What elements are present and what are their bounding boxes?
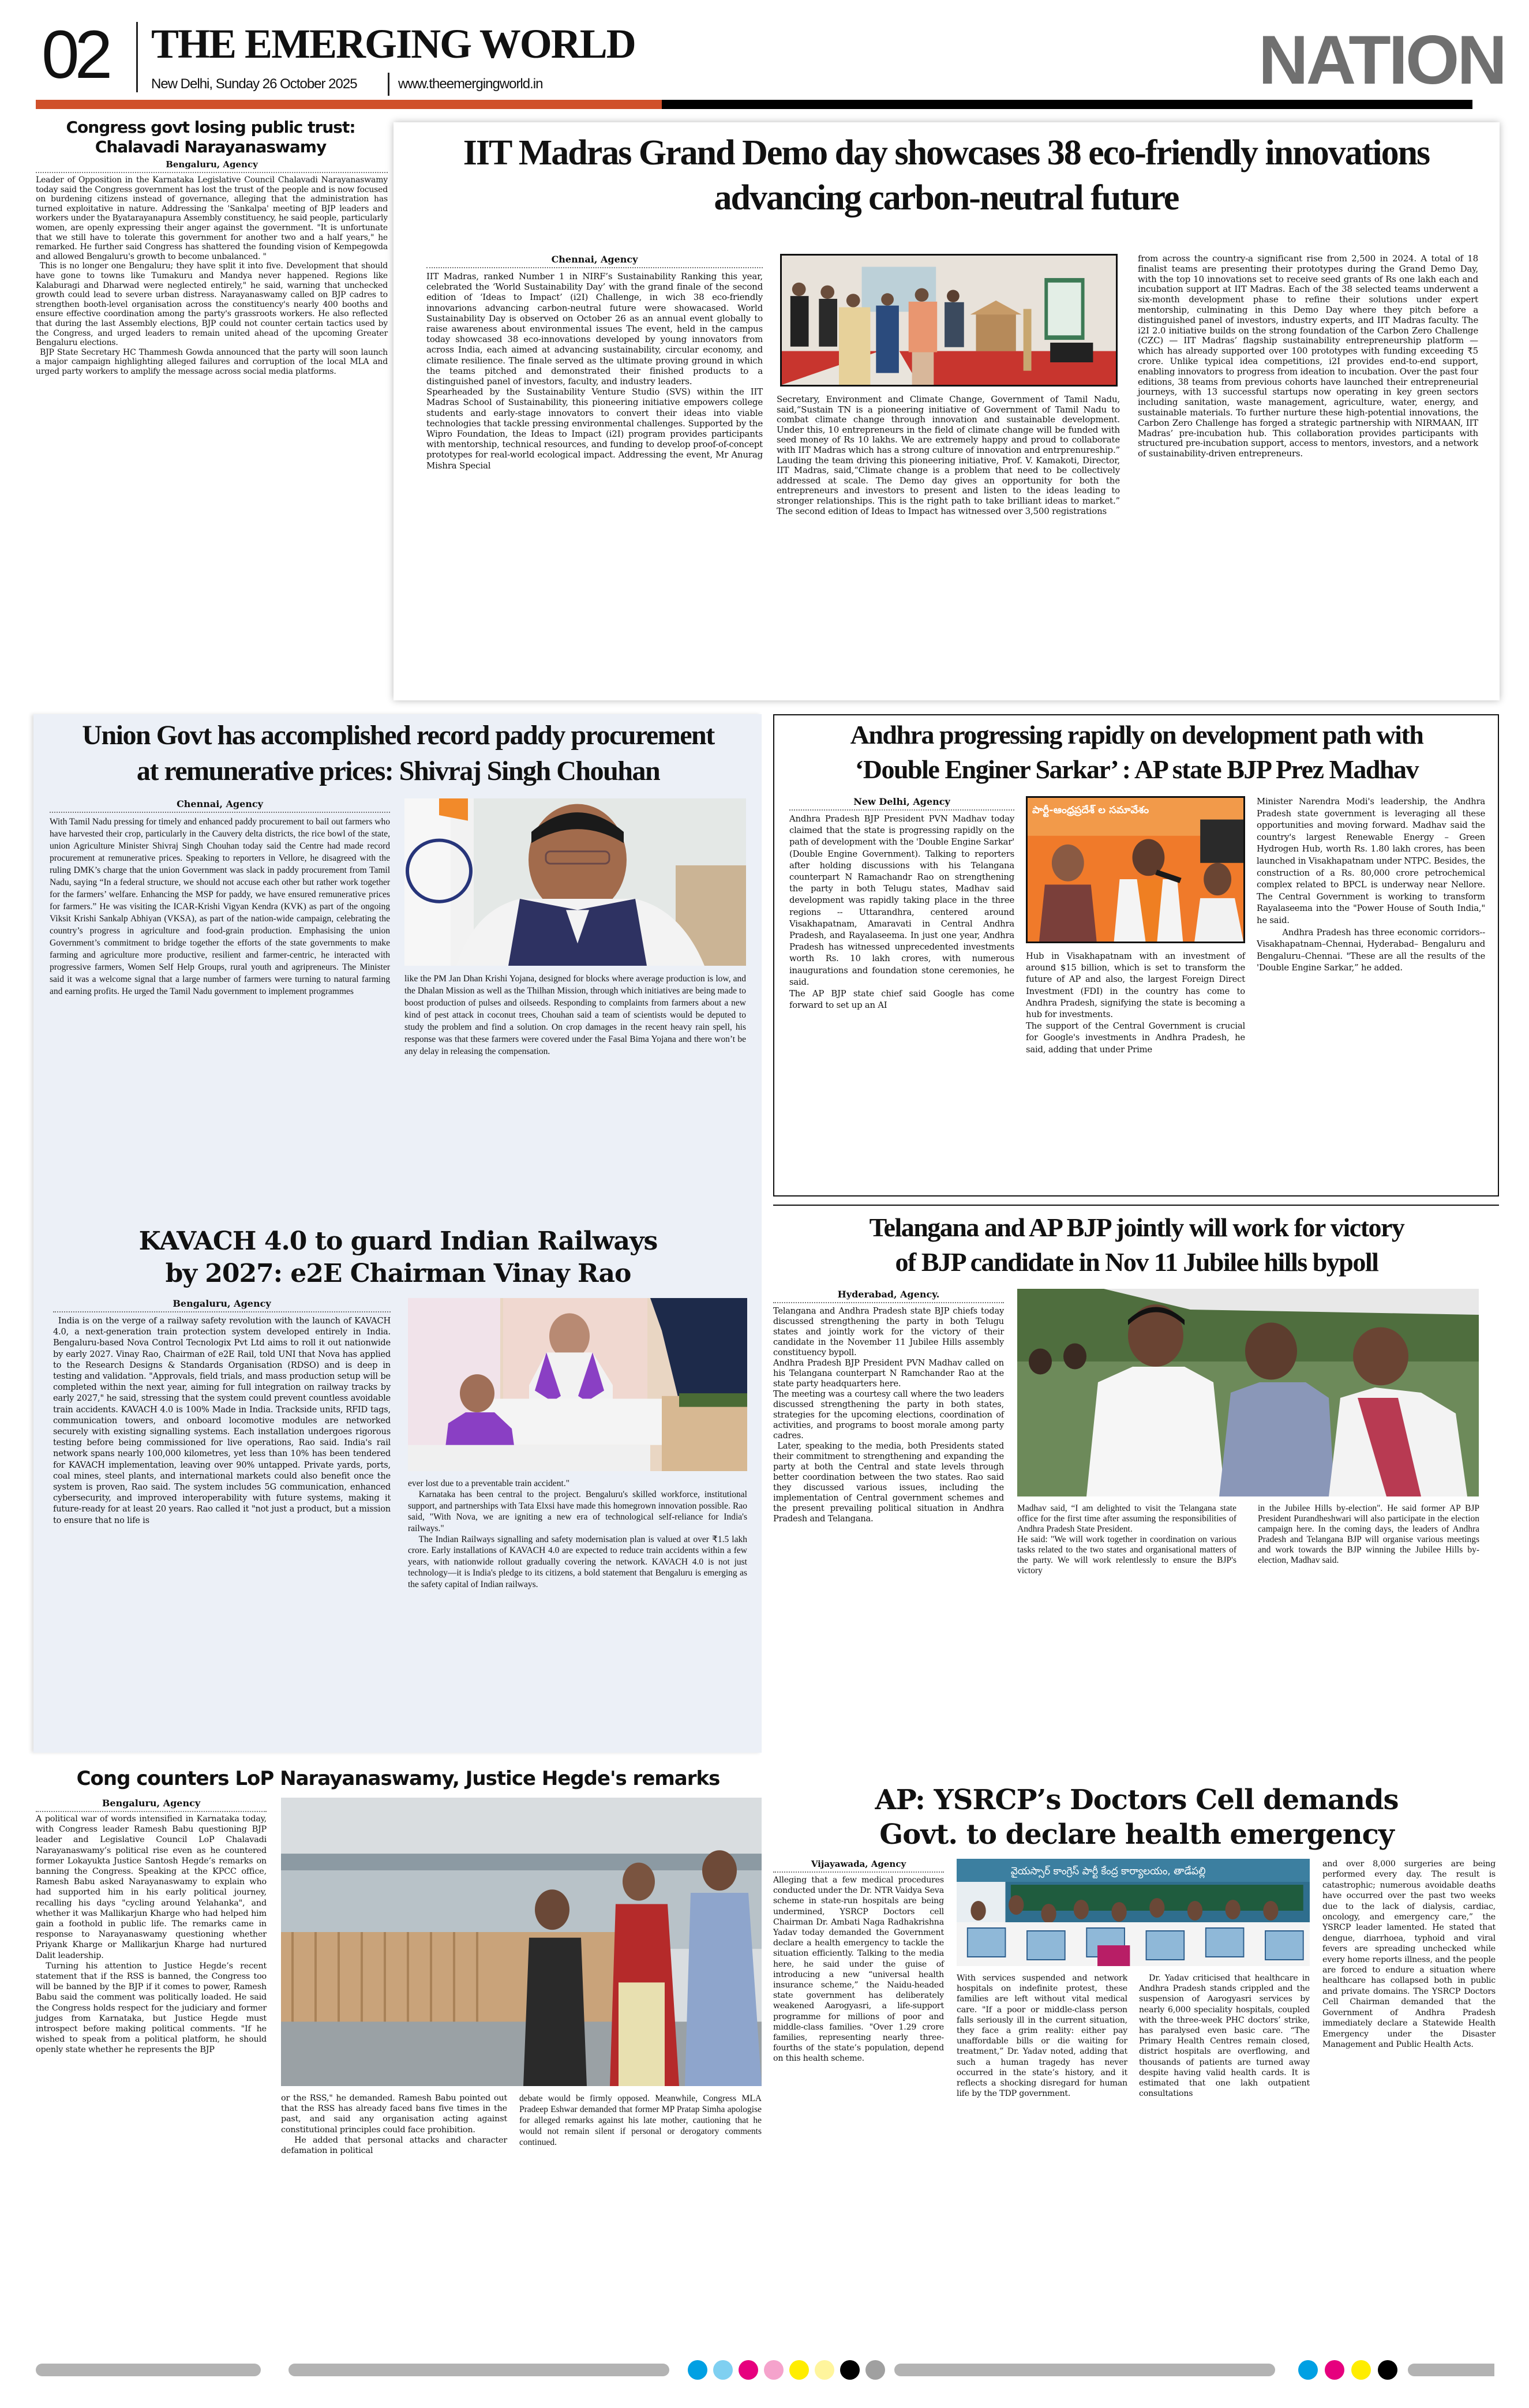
paragraph: BJP State Secretary HC Thammesh Gowda announced that the party will soon launch a major campaign highlighting alleged failures and corruption of the local MLA and urged party workers to amplify the message across social media platforms.: [36, 347, 388, 376]
paragraph: The meeting was a courtesy call where the two leaders discussed strengthening the party in both states, strategies for the upcoming elections, coordination of activities, and programs to boost morale among party cadres.: [773, 1389, 1004, 1441]
registration-dot-light-cyan: [713, 2360, 733, 2380]
article-column: [36, 1814, 267, 2056]
photo-banner-text: వైయస్సార్ కాంగ్రెస్ పార్టీ కేంద్ర కార్యాలయం, తాడేపల్లి: [1010, 1865, 1206, 1878]
registration-dot-cyan: [1298, 2360, 1318, 2380]
masthead-divider: [136, 22, 138, 92]
news-photo-lakeside-visit[interactable]: [281, 1798, 762, 2086]
paragraph: Leader of Opposition in the Karnataka Legislative Council Chalavadi Narayanaswamy today said the Congress government has lost the trust of the people and is now focused on burdening citizens instead of governance, alleging that the administration has turned exploitative in nature. Addressing the 'Sankalpa' meeting of BJP leaders and workers under the Byatarayanapura Assembly constituency, he said people, particularly women, are openly expressing their anger against the government. "It is unfortunate that we still have to tolerate this government for another two and a half years," he remarked. He further said Congress has shattered the founding vision of Kempegowda and allowed Bengaluru's growth to become unbalanced. ": [36, 175, 388, 261]
registration-dot-black: [1378, 2360, 1397, 2380]
paragraph: Karnataka has been central to the project. Bengaluru's skilled workforce, institutional support, and partnerships with Tata Elxsi have made this homegrown innovation possible. Rao said, "With Nova, we are igniting a new era of technological self-reliance for India's railways.": [408, 1490, 747, 1533]
registration-dot-cyan: [688, 2360, 707, 2380]
article-column: With services suspended and network hospitals on indefinite protest, these families are left without vital medical care. "If a poor or middle-class person falls seriously ill in the current situation, they face a grim reality: either pay unaffordable bills or die waiting for treatment,” Dr. Yadav noted, adding that such a human tragedy has never occurred in the state’s history, and it reflects a shocking disregard for human life by the TDP government.: [957, 1974, 1127, 2099]
article-column: debate would be firmly opposed. Meanwhile, Congress MLA Pradeep Eshwar demanded that former MP Pratap Simha apologise for alleged remarks against his late mother, cautioning that he would not remain silent if personal or derogatory comments continued.: [519, 2094, 762, 2147]
page-number: 02: [42, 17, 108, 93]
registration-dot-gray: [865, 2360, 885, 2380]
news-photo-demo-day-exhibition[interactable]: [780, 254, 1118, 387]
masthead-separator: [388, 73, 389, 96]
article-column: [408, 1478, 747, 1590]
article-column: Secretary, Environment and Climate Change, Government of Tamil Nadu, said,“Sustain TN is a pioneering initiative of Government of Tamil Nadu to combat climate change through innovation and sustainable development. Under this, 10 entrepreneurs in the field of climate change will be funded with seed money of Rs 10 lakhs. We are extremely happy and proud to collaborate with IIT Madras which has a strong culture of innovation and entrprenureship.” Lauding the team driving this pioneering initiative, Prof. V. Kamakoti, Director, IIT Madras, said,“Climate change is a problem that need to be collectively addressed at scale. The Demo day gives an opportunity for both the entrepreneurs and investors to present and listen to the ideas leading to stronger relationships. This is the right path to take brilliant ideas to market.” The second edition of Ideas to Impact has witnessed over 3,500 registrations: [777, 394, 1120, 516]
article-column: India is on the verge of a railway safety revolution with the launch of KAVACH 4.0, a next-generation train protection system developed entirely in India. Bengaluru-based Nova Control Tecnologix Pvt Ltd aims to roll it out nationwide by early 2027. Vinay Rao, Chairman of e2E Rail, told UNI that Nova has applied to the Research Designs & Standards Organisation (RDSO) and is deep in testing and validation. "Approvals, field trials, and mass production setup will be completed within the next year, aiming for full integration on railway tracks by early 2027," he said, stressing that the system could prevent countless avoidable train accidents. KAVACH 4.0 is 100% Made in India. Trackside units, RFID tags, communication towers, and onboard locomotive modules are networked securely with existing signalling systems. Each installation undergoes rigorous testing before being commissioned for live operations, Rao said. India's rail network spans nearly 100,000 kilometres, yet less than 10% has been tendered for KAVACH implementation, leaving over 90% untapped. Private yards, ports, coal mines, steel plants, and international markets could also benefit once the system is proven, Rao said. The system includes 5G communication, enhanced cybersecurity, and improved interoperability with future systems, making it future-ready for at least 20 years. Rao called it "not just a product, but a mission to ensure that no life is: [53, 1316, 391, 1525]
website-link[interactable]: www.theemergingworld.in: [398, 76, 543, 92]
article-column: in the Jubilee Hills by-election". He said former AP BJP President Purandheshwari will also participate in the election campaign here. In the coming days, the leaders of Andhra Pradesh and Telangana BJP will organise various meetings and work towards the BJP winning the Jubilee Hills by-election, Madhav said.: [1258, 1503, 1479, 1565]
news-photo-bjp-leaders[interactable]: [1017, 1289, 1479, 1496]
article-dateline: Bengaluru, Agency: [53, 1298, 391, 1312]
registration-dot-light-yellow: [815, 2360, 834, 2380]
registration-bar: [1408, 2364, 1494, 2376]
registration-bar: [36, 2364, 261, 2376]
headline-line: AP: YSRCP’s Doctors Cell demands: [875, 1784, 1399, 1816]
paragraph: Hub in Visakhapatnam with an investment of around $15 billion, which is set to transform the future of AP and also, the largest Foreign Direct Investment (FDI) in the country has come to Andhra Pradesh, signifying the state is becoming a hub for investments.: [1026, 951, 1245, 1020]
registration-dot-magenta: [1325, 2360, 1344, 2380]
paragraph: This is no longer one Bengaluru; they have split it into five. Development that should have gone to towns like Tumakuru and Mandya never happened. Regions like Kalaburagi and Dharwad were neglected entirely," he said, warning that unchecked growth could lead to severe urban distress. Narayanaswamy called on BJP cadres to strengthen booth-level organisation across the constituency's nearly 400 booths and ensure effective coordination among the party's grassroots workers. He also reflected that during the last Assembly elections, BJP could not counter certain tactics used by the Congress, and urged leaders to remain united ahead of the upcoming Greater Bengaluru elections.: [36, 261, 388, 348]
photo-illustration: [281, 1798, 762, 2086]
headline-line: at remunerative prices: Shivraj Singh Chouhan: [136, 756, 660, 786]
paragraph: The AP BJP state chief said Google has come forward to set up an AI: [789, 989, 1014, 1011]
section-name: NATION: [1258, 21, 1505, 99]
headline-line: ‘Double Enginer Sarkar’ : AP state BJP Prez Madhav: [855, 755, 1419, 784]
headline-line: Govt. to declare health emergency: [879, 1818, 1394, 1851]
article-dateline: Chennai, Agency: [50, 798, 390, 813]
news-photo-kavach-event[interactable]: [408, 1298, 747, 1471]
registration-dot-light-magenta: [764, 2360, 784, 2380]
article-dateline: Hyderabad, Agency.: [773, 1289, 1004, 1303]
paragraph: Spearheaded by the Sustainability Venture Studio (SVS) within the IIT Madras School of Sustainability, this pioneering initiative empowers college students and early-stage innovators to convert their ideas into viable technologies that tackle pressing environmental challenges. Supported by the Wipro Foundation, the Ideas to Impact (i2I) program provides participants with mentorship, technical resources, and funding to develop proof-of-concept prototypes for real-world ecological impact. Addressing the event, Mr Anurag Mishra Special: [426, 387, 763, 471]
article-column: [1017, 1503, 1236, 1576]
article-column: [773, 1306, 1004, 1524]
paragraph: or the RSS," he demanded. Ramesh Babu pointed out that the RSS has already faced bans five times in the past, and said any organisation acting against constitutional principles could face prohibition.: [281, 2094, 507, 2135]
photo-banner-text: పార్టీ-ఆంధ్రప్రదేశ్ ల సమావేశం: [1032, 804, 1149, 816]
paragraph: Andhra Pradesh BJP President PVN Madhav today claimed that the state is progressing rapidly on the path of development with the 'Double Engine Sarkar' (Double Engine Government). Talking to reporters after holding discussions with his Telangana counterpart N Ramachandr Rao on strengthening the party in both Telugu states, Madhav said development was rapidly taking place in the three regions -- Uttarandhra, centered around Visakhapatnam, Amaravati in Central Andhra Pradesh, and Rayalaseema. In just one year, Andhra Pradesh has witnessed unprecedented investments worth Rs. 10 lakh crores, with numerous inaugurations and foundation stone ceremonies, he said.: [789, 814, 1014, 987]
headline[interactable]: [776, 1210, 1497, 1280]
news-photo-shivraj-chouhan[interactable]: [404, 798, 746, 966]
headline-line: Andhra progressing rapidly on development path with: [850, 720, 1423, 749]
headline-line: by 2027: e2E Chairman Vinay Rao: [165, 1259, 631, 1288]
paragraph: Minister Narendra Modi's leadership, the Andhra Pradesh state government is leveraging all these opportunities and moving forward. Madhav said the country's largest Renewable Energy – Green Hydrogen Hub, worth Rs. 1.80 lakh crores, has been launched in Visakhapatnam under NTPC. Besides, the construction of a Rs. 80,000 crore petrochemical complex related to BPCL is underway near Nellore. The Central Government is working to transform Rayalaseema into the "Power House of South India," he said.: [1257, 797, 1486, 925]
headline[interactable]: Congress govt losing public trust: Chalavadi Narayanaswamy: [66, 118, 355, 156]
header-rule: [662, 100, 1472, 109]
news-photo-ysrcp-doctors-cell[interactable]: [957, 1859, 1310, 1966]
registration-dot-magenta: [739, 2360, 758, 2380]
headline-line: Telangana and AP BJP jointly will work for victory: [869, 1213, 1404, 1242]
paragraph: He added that personal attacks and character defamation in political: [281, 2135, 507, 2156]
headline[interactable]: Cong counters LoP Narayanaswamy, Justice Hegde's remarks: [76, 1767, 720, 1790]
article-body: [36, 175, 388, 376]
section-rule: [773, 1205, 1499, 1206]
headline-line: Union Govt has accomplished record paddy procurement: [82, 720, 714, 751]
accent-bar: [36, 100, 662, 109]
photo-illustration: [782, 256, 1116, 385]
paragraph: IIT Madras, ranked Number 1 in NIRF’s Sustainability Ranking this year, celebrated the ‘World Sustainability Day’ with the grand finale of the second edition of ‘Ideas to Impact’ (i2I) Challenge, in wich 38 eco-friendly innovarions advancing carbon-neutral future were showacased. World Sustainability Day is observed on October 26 as an annual event globally to raise awareness about environmental issues The event, held in the campus today showcased 38 eco-innovations developed by young innovators from across India, each aimed at advancing sustainability, circular economy, and climate resilience. The finale served as the ultimate proving ground in which the teams pitched and demonstrated their finished products to a distinguished panel of investors, faculty, and industry leaders.: [426, 271, 763, 387]
paragraph: Madhav said, “I am delighted to visit the Telangana state office for the first time after assuming the responsibilities of Andhra Pradesh State President.: [1017, 1503, 1236, 1534]
photo-illustration: [408, 1298, 747, 1471]
paragraph: Turning his attention to Justice Hegde’s recent statement that if the RSS is banned, the Congress too will be banned by the BJP if it comes to power, Ramesh Babu said the comment was politically loaded. He said the Congress holds respect for the judiciary and former judges from Karnataka, but Justice Hegde must introspect before making political comments. "If he wished to speak from a political platform, he should openly state whether he represents the BJP: [36, 1961, 267, 2055]
paragraph: A political war of words intensified in Karnataka today, with Congress leader Ramesh Babu questioning BJP leader and Legislative Council LoP Chalavadi Narayanaswamy’s political rise even as he countered former Lokayukta Justice Santosh Hegde’s remarks on banning the Congress. Speaking at the KPCC office, Ramesh Babu asked Narayanaswamy to explain who had supported him in his early political journey, recalling his days "cycling around Yelahanka", and whether it was Mallikarjun Kharge who had helped him gain a foothold in public life. The remarks came in response to Narayanaswamy questioning whether Priyank Kharge or Mallikarjun Kharge had nurtured Dalit leadership.: [36, 1814, 267, 1960]
issue-dateline: New Delhi, Sunday 26 October 2025: [151, 76, 357, 92]
article-dateline: Bengaluru, Agency: [36, 159, 388, 173]
headline-line: KAVACH 4.0 to guard Indian Railways: [138, 1226, 658, 1256]
paragraph: Telangana and Andhra Pradesh state BJP chiefs today discussed strengthening the party in both Telugu states and jointly work for the victory of their candidate in the November 11 Jubilee Hills assembly constituency bypoll.: [773, 1306, 1004, 1357]
registration-dot-black: [840, 2360, 860, 2380]
article-column: and over 8,000 surgeries are being performed every day. The result is catastrophic; numerous avoidable deaths have occurred over the past two weeks due to the lack of dialysis, cardiac, oncology, and emergency care,” the YSRCP leader lamented. He stated that dengue, diarrhoea, typhoid and viral fevers are spreading unchecked while every home reports illness, and the people are forced to endure a situation where healthcare has collapsed both in public and private domains. The YSRCP Doctors Cell Chairman demanded that the Government of Andhra Pradesh immediately declare a Statewide Health Emergency under the Disaster Management and Public Health Acts.: [1322, 1859, 1496, 2049]
photo-illustration: [1017, 1289, 1479, 1496]
article-column: Alleging that a few medical procedures conducted under the Dr. NTR Vaidya Seva scheme in state-run hospitals are being undermined, YSRCP Doctors cell Chairman Dr. Ambati Naga Radhakrishna Yadav today demanded the Government declare a health emergency to tackle the situation efficiently. Talking to the media here, he said under the guise of introducing a new “universal health insurance scheme,” the Naidu-headed state government has deliberately weakened Aarogyasri, a life-support programme for millions of poor and middle-class families. "Over 1.29 crore families, representing nearly three-fourths of the state’s population, depend on this health scheme.: [773, 1876, 944, 2064]
news-photo-bjp-meeting[interactable]: [1026, 796, 1245, 943]
newspaper-name: THE EMERGING WORLD: [151, 21, 635, 67]
photo-illustration: [404, 798, 746, 966]
article-column: from across the country-a significant rise from 2,500 in 2024. A total of 18 finalist teams are presenting their prototypes during the Grand Demo Day, with the top 10 innovations set to receive seed grants of Rs one lakh each and incubation support at IIT Madras. Each of the 38 selected teams underwent a six-month development phase to refine their solutions under expert mentorship, culminating in this Demo Day where they pitch before a distinguished panel of investors, industry experts, and IIT Madras faculty. The i2I 2.0 initiative builds on the strong foundation of the Carbon Zero Challenge (CZC) — IIT Madras’ flagship sustainability entrepreneurship platform — which has already supported over 100 prototypes with funding exceeding ₹5 crore. Unlike typical idea competitions, i2I provides end-to-end support, enabling innovators to progress from ideation to incubation. Over the past four editions, 38 teams from previous cohorts have launched their entrepreneurial journeys, with 13 successful startups now operating in key green sectors including sanitation, waste management, agriculture, water, energy, and sustainable materials. To further nurture these high-potential innovations, the Carbon Zero Challenge has forged a strategic partnership with NIRMAAN, IIT Madras’ pre-incubation hub. This collaboration provides participants with structured pre-incubation support, access to mentors, investors, and a network of sustainability-driven entrepreneurs.: [1138, 253, 1478, 459]
article-dateline: New Delhi, Agency: [789, 796, 1014, 811]
headline[interactable]: [776, 1783, 1497, 1852]
headline[interactable]: [40, 1225, 756, 1290]
paragraph: Andhra Pradesh has three economic corridors--Visakhapatnam–Chennai, Hyderabad– Bengaluru and Bengaluru–Chennai. "These are all the results of the 'Double Engine Sarkar,” he added.: [1257, 927, 1485, 973]
paragraph: He said: "We will work together in coordination on various tasks related to the two states and organisational matters of the party. We will work relentlessly to ensure the BJP's victory: [1017, 1535, 1236, 1576]
photo-illustration: [1028, 798, 1243, 942]
headline[interactable]: [40, 718, 756, 789]
registration-bar: [288, 2364, 669, 2376]
article-column: [789, 813, 1014, 1011]
article-column: With Tamil Nadu pressing for timely and enhanced paddy procurement to bail out farmers who have harvested their crop, particularly in the Cauvery delta districts, the rice bowl of the state, union Agriculture Minister Shivraj Singh Chouhan today said the Centre had made record procurement at remunerative prices. Speaking to reporters in Vellore, he disagreed with the ruling DMK’s charge that the union Government was slack in paddy procurement from Tamil Nadu, saying “In a federal structure, we should not accuse each other but rather work together for the farmers’ welfare. Enhancing the MSP for paddy, we have ensured remunerative prices for farmers.” He was visiting the ICAR-Krishi Vigyan Kendra (KVK) as part of the ongoing Viksit Krishi Sankalp Abhiyan (VKSA), as part of the nation-wide campaign, celebrating the country’s progress in agriculture and food-grain production. Emphasising the union Government’s commitment to bridge together the efforts of the state governments to make farming and agriculture more productive, resilient and farmer-centric, he interacted with progressive farmers, Women Self Help Groups, rural youth and agripreneurs. The Minister said it was a welcome signal that a large number of farmers were turning to natural farming and earning profits. He urged the Tamil Nadu government to implement programmes: [50, 817, 390, 996]
paragraph: The support of the Central Government is crucial for Google's investments in Andhra Pradesh, he said, adding that under Prime: [1026, 1021, 1245, 1055]
paragraph: Andhra Pradesh BJP President PVN Madhav called on his Telangana counterpart N Ramchander Rao at the state party headquarters here.: [773, 1358, 1004, 1389]
headline-line: of BJP candidate in Nov 11 Jubilee hills bypoll: [895, 1247, 1378, 1277]
headline[interactable]: IIT Madras Grand Demo day showcases 38 eco-friendly innovations advancing carbon-neutral future: [463, 133, 1430, 217]
article-dateline: Bengaluru, Agency: [36, 1798, 267, 1812]
paragraph: ever lost due to a preventable train accident.": [408, 1479, 570, 1488]
registration-dot-yellow: [789, 2360, 809, 2380]
article-column: like the PM Jan Dhan Krishi Yojana, designed for blocks where average production is low, and the Dhalan Mission as well as the Thilhan Mission, through which initiatives are being made to boost production of pulses and oilseeds. Responding to complaints from farmers about a new kind of pest attack in coconut trees, Chouhan said a team of scientists would be deputed to study the problem and find a solution. On crop damages in the recent heavy rain spell, his response was that these farmers were covered under the Fasal Bima Yojana and there won’t be any delay in releasing the compensation.: [404, 974, 746, 1056]
article-column: [1026, 951, 1245, 1056]
article-column: [1257, 796, 1485, 974]
photo-illustration: [957, 1859, 1310, 1966]
registration-bar: [894, 2364, 1275, 2376]
article-column: Dr. Yadav criticised that healthcare in Andhra Pradesh stands crippled and the suspension of Aarogyasri services by nearly 6,000 speciality hospitals, coupled with the three-week PHC doctors’ strike, has paralysed even basic care. “The Primary Health Centres remain closed, district hospitals are overflowing, and thousands of patients are turned away despite having valid health cards. It is estimated that one lakh outpatient consultations: [1139, 1974, 1310, 2099]
paragraph: Later, speaking to the media, both Presidents stated their commitment to strengthening and expanding the party at both the Central and state levels through better coordination between the two states. Rao said they discussed various issues, including the implementation of Central government schemes and the present prevailing political situation in Andhra Pradesh and Telangana.: [773, 1441, 1004, 1524]
headline[interactable]: [776, 718, 1497, 787]
article-column: [281, 2093, 507, 2156]
registration-dot-yellow: [1351, 2360, 1371, 2380]
article-dateline: Chennai, Agency: [426, 254, 763, 268]
article-column: [426, 271, 763, 471]
paragraph: The Indian Railways signalling and safety modernisation plan is valued at over ₹1.5 lakh crore. Early installations of KAVACH 4.0 are expected to reduce train accidents within a few years, with nationwide rollout gradually covering the network. KAVACH 4.0 is not just technology—it is India's pledge to its citizens, a bold statement that Bengaluru is emerging as the safety capital of Indian railways.: [408, 1535, 747, 1589]
article-dateline: Vijayawada, Agency: [773, 1859, 944, 1873]
